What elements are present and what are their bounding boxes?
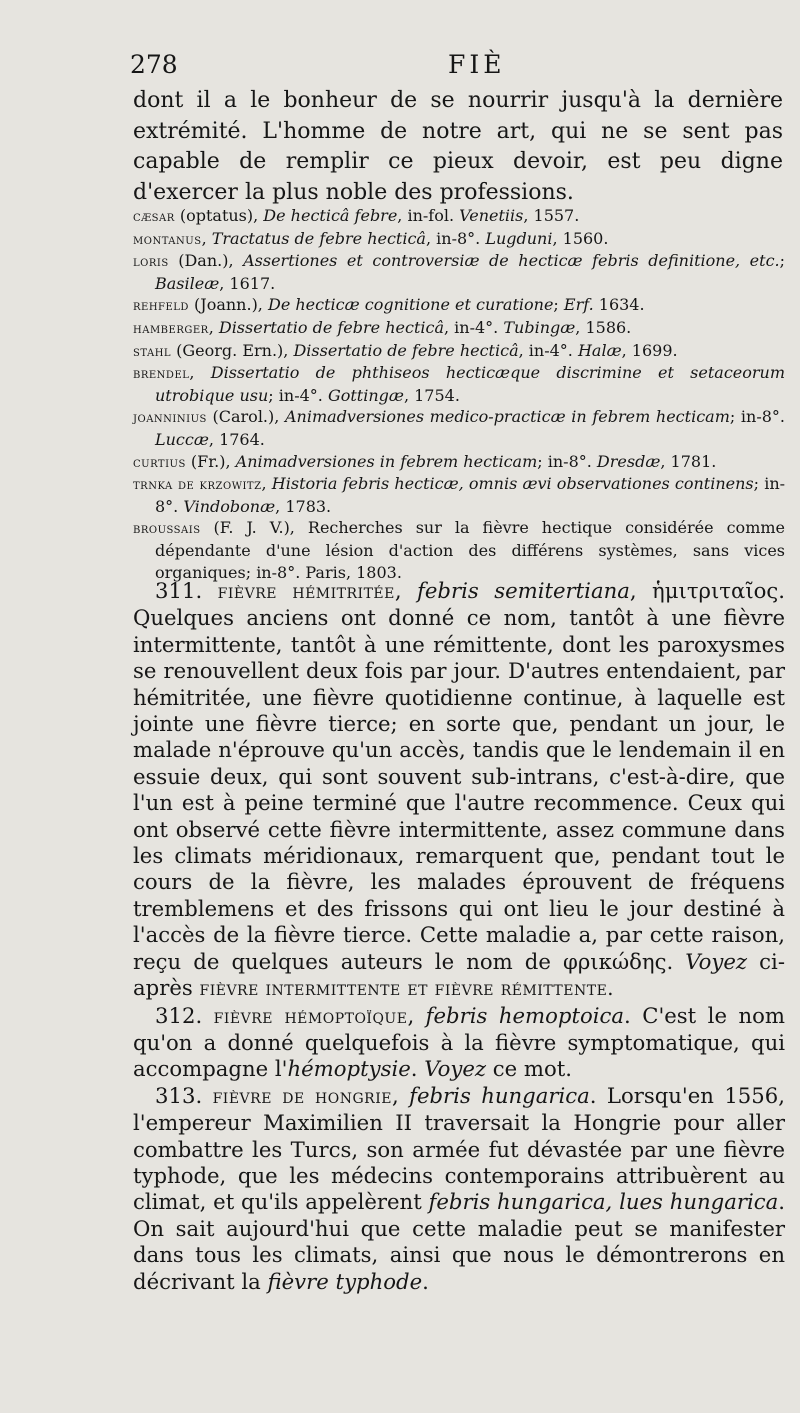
bib-entry: brendel, Dissertatio de phthiseos hecticæque discrimine et setaceorum utrobique usu; in-4°. Gottingæ, 1754. — [133, 363, 786, 405]
article-312: 312. fièvre hémoptoïque, febris hemoptoica. C'est le nom qu'on a donné quelquefois à la fièvre symptomatique, qui accompagne l'hémoptysie. Voyez ce mot. — [133, 1002, 785, 1082]
bib-entry: loris (Dan.), Assertiones et controversiæ de hecticæ febris definitione, etc.; Basileæ, 1617. — [133, 251, 786, 293]
bib-entry: stahl (Georg. Ern.), Dissertatio de febre hecticâ, in-4°. Halæ, 1699. — [133, 340, 678, 360]
article-section — [133, 578, 785, 1295]
bib-entry: montanus, Tractatus de febre hecticâ, in-8°. Lugduni, 1560. — [133, 228, 609, 248]
article-heading: fièvre de hongrie — [212, 1084, 392, 1108]
bib-entry: trnka de krzowitz, Historia febris hecticæ, omnis ævi observationes continens; in-8°. Vindobonæ, 1783. — [133, 474, 786, 516]
bib-entry: cæsar (optatus), De hecticâ febre, in-fol. Venetiis, 1557. — [133, 206, 580, 225]
page-header — [130, 50, 660, 84]
bib-entry: broussais (F. J. V.), Recherches sur la fièvre hectique considérée comme dépendante d'une lésion d'action des différens systèmes, sans vices organiques; in-8°. Paris, 1803. — [133, 518, 786, 582]
running-head: FIÈ — [448, 50, 506, 79]
bib-entry: rehfeld (Joann.), De hecticæ cognitione et curatione; Erf. 1634. — [133, 295, 645, 315]
article-313: 313. fièvre de hongrie, febris hungarica. Lorsqu'en 1556, l'empereur Maximilien II traversait la Hongrie pour aller combattre les Turcs, son armée fut dévastée par une fièvre typhode, que les médecins contemporains attribuèrent au climat, et qu'ils appelèrent febris hungarica, lues hungarica. On sait aujourd'hui que cette maladie peut se manifester dans tous les climats, ainsi que nous le démontrerons en décrivant la fièvre typhode. — [133, 1082, 785, 1294]
page-number: 278 — [130, 50, 178, 79]
bibliography — [133, 205, 785, 583]
bib-entry: joanninius (Carol.), Animadversiones medico-practicæ in febrem hecticam; in-8°. Luccæ, 1764. — [133, 407, 785, 449]
intro-paragraph: dont il a le bonheur de se nourrir jusqu'à la dernière extrémité. L'homme de notre art, qui ne se sent pas capable de remplir ce pieux devoir, est peu digne d'exercer la plus noble des professions. — [133, 88, 783, 205]
bib-entry: hamberger, Dissertatio de febre hecticâ, in-4°. Tubingæ, 1586. — [133, 317, 632, 337]
article-number: 311. — [155, 578, 203, 603]
bib-entry: curtius (Fr.), Animadversiones in febrem hecticam; in-8°. Dresdæ, 1781. — [133, 451, 717, 471]
article-number: 313. — [155, 1082, 203, 1108]
article-heading: fièvre hémoptoïque — [213, 1004, 408, 1028]
article-number: 312. — [155, 1002, 203, 1028]
article-311: 311. fièvre hémitritée, febris semitertiana, ἡμιτριταῖος. Quelques anciens ont donné ce nom, tantôt à une fièvre intermittente, tantôt à une rémittente, dont les paroxysmes se renouvellent deux fois par jour. D'autres entendaient, par hémitritée, une fièvre quotidienne continue, à laquelle est jointe une fièvre tierce; en sorte que, pendant un jour, le malade n'éprouve qu'un accès, tandis que le lendemain il en essuie deux, qui sont souvent sub-intrans, c'est-à-dire, que l'un est à peine terminé que l'autre recommence. Ceux qui ont observé cette fièvre intermittente, assez commune dans les climats méridionaux, remarquent que, pendant tout le cours de la fièvre, les malades éprouvent de fréquens tremblemens et des frissons qui ont lieu le jour destiné à l'accès de la fièvre tierce. Cette maladie a, par cette raison, reçu de quelques auteurs le nom de φρικώδης. Voyez ci-après fièvre intermittente et fièvre rémittente. — [133, 578, 785, 1001]
article-heading: fièvre hémitritée — [217, 580, 395, 603]
